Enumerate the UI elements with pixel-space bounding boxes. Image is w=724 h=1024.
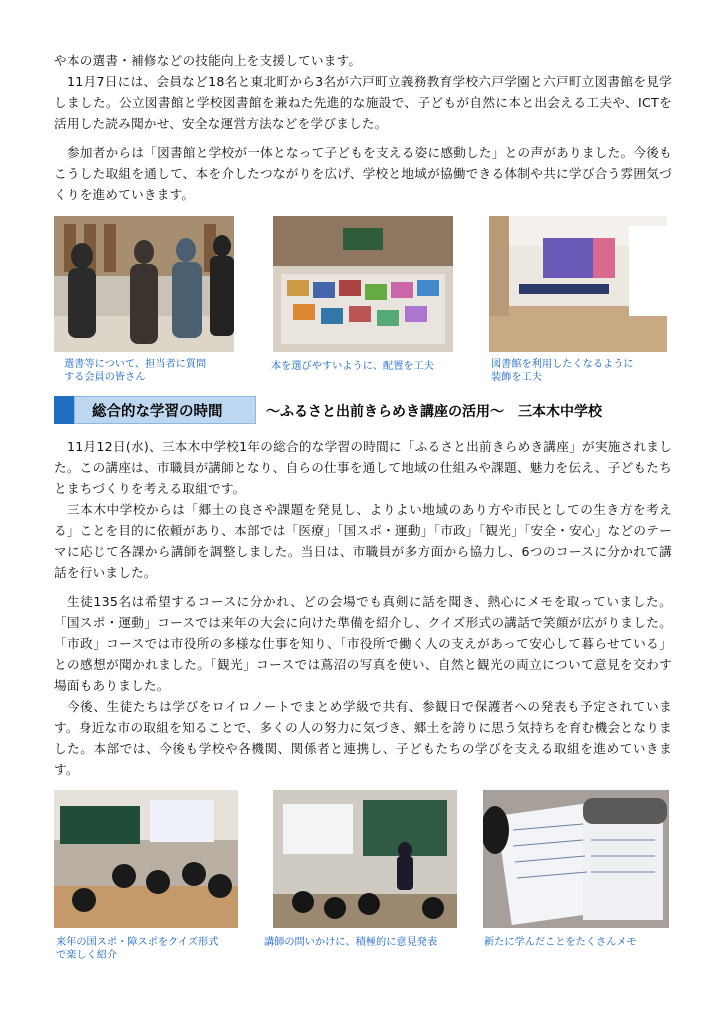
caption-bottom-1: 来年の国スポ・障スポをクイズ形式 で楽しく紹介	[56, 937, 219, 961]
body-paragraph-1: 11月12日(水)、三本木中学校1年の総合的な学習の時間に「ふるさと出前きらめき講座」が実施されました。この講座は、市職員が講師となり、自らの仕事を通して地域の仕組みや課題、魅力を伝え、子どもたちとまちづくりを考える取組です。	[54, 439, 672, 496]
section-subtitle: ～ふるさと出前きらめき講座の活用～ 三本木中学校	[266, 404, 602, 420]
section-title: 総合的な学習の時間	[92, 404, 223, 420]
photo-library-decoration	[489, 216, 667, 352]
photo-students-answer	[273, 790, 457, 928]
section-accent-bar	[54, 396, 74, 424]
intro-paragraph-2: 11月7日には、会員など18名と東北町から3名が六戸町立義務教育学校六戸学園と六戸町立図書館を見学しました。公立図書館と学校図書館を兼ねた先進的な施設で、子どもが自然に本と出会える工夫や、ICTを活用した読み聞かせ、安全な運営方法などを学びました。	[54, 74, 672, 131]
caption-bottom-3: 新たに学んだことをたくさんメモ	[484, 937, 637, 948]
body-paragraph-4: 今後、生徒たちは学びをロイロノートでまとめ学級で共有、参観日で保護者への発表も予定されています。身近な市の取組を知ることで、多くの人の努力に気づき、郷土を誇りに思う気持ちを育む機会となりました。本部では、今後も学校や各機関、関係者と連携し、子どもたちの学びを支える取組を進めていきます。	[54, 699, 673, 777]
body-paragraph-3: 生徒135名は希望するコースに分かれ、どの会場でも真剣に話を聞き、熱心にメモを取っていました。「国スポ・運動」コースでは来年の大会に向けた準備を紹介し、クイズ形式の講話で笑顔が広がりました。「市政」コースでは市役所の多様な仕事を知り、「市役所で働く人の支えがあって安心して暮らせている」との感想が聞かれました。「観光」コースでは蔦沼の写真を使い、自然と観光の両立について意見を交わす場面もありました。	[54, 594, 672, 693]
photo-quiz-intro	[54, 790, 238, 928]
caption-top-1: 選書等について、担当者に質問 する会員の皆さん	[64, 359, 207, 383]
caption-top-3: 図書館を利用したくなるように 装飾を工夫	[491, 359, 634, 383]
body-paragraph-2: 三本木中学校からは「郷土の良さや課題を発見し、よりよい地域のあり方や市民としての生き方を考える」ことを目的に依頼があり、本部では「医療」「国スポ・運動」「市政」「観光」「安全・安心」などのテーマに応じて各課から講師を調整しました。当日は、市職員が多方面から協力し、6つのコースに分かれて講話を行いました。	[54, 502, 673, 580]
photo-student-notes	[483, 790, 669, 928]
photo-members-asking	[54, 216, 234, 352]
section-header	[54, 396, 674, 424]
intro-paragraph-1: や本の選書・補修などの技能向上を支援しています。	[54, 53, 362, 68]
intro-paragraph-3: 参加者からは「図書館と学校が一体となって子どもを支える姿に感動した」との声がありました。今後もこうした取組を通して、本を介したつながりを広げ、学校と地域が協働できる体制や共に学び合う雰囲気づくりを進めていきます。	[54, 145, 672, 202]
photo-book-display	[273, 216, 453, 352]
caption-top-2: 本を選びやすいように、配置を工夫	[271, 361, 434, 372]
caption-bottom-2: 講師の問いかけに、積極的に意見発表	[264, 937, 438, 948]
